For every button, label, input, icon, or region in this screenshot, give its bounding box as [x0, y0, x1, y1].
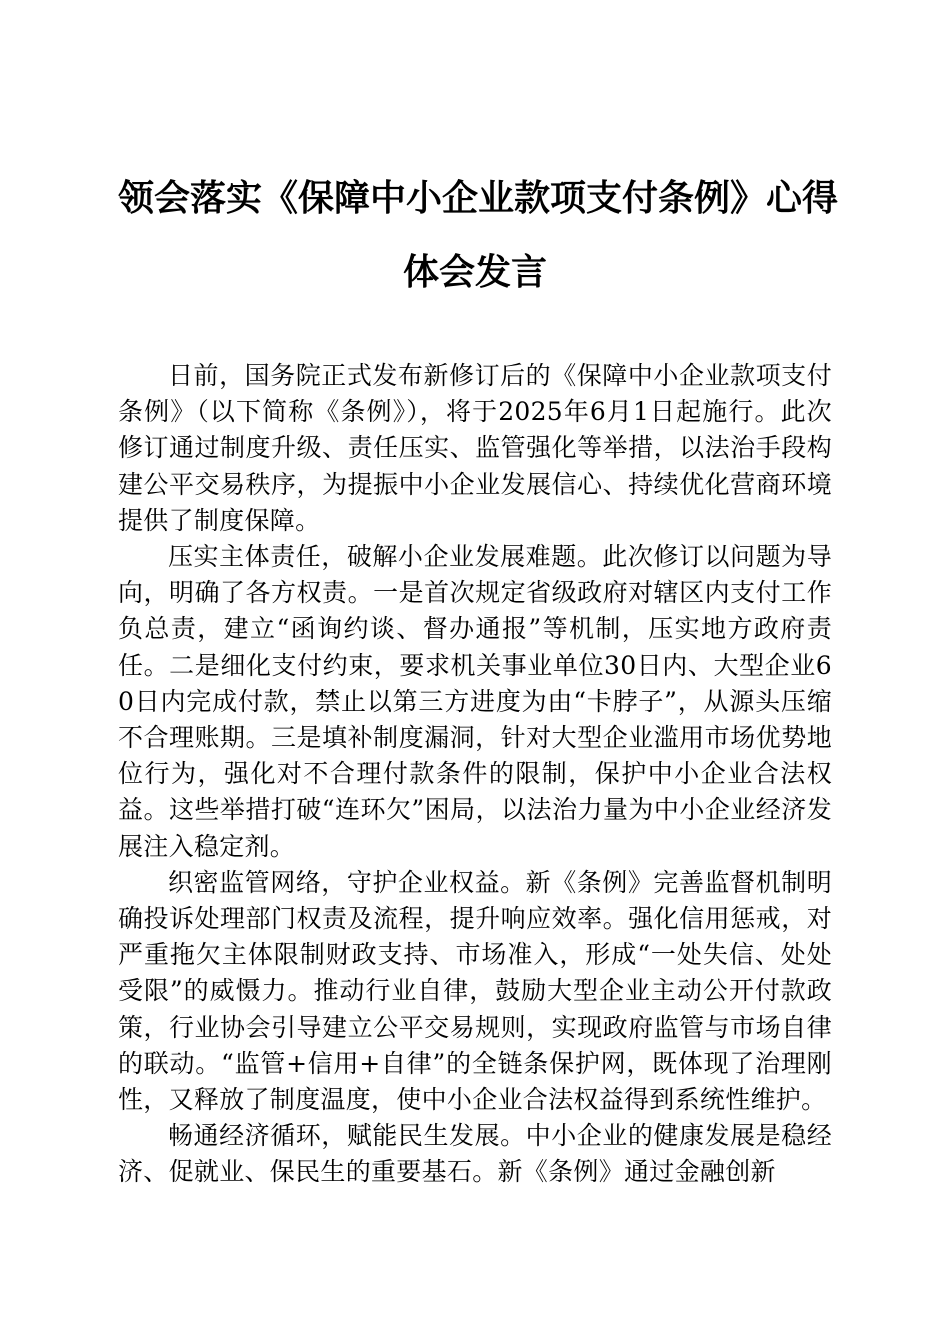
paragraph-1: 日前，国务院正式发布新修订后的《保障中小企业款项支付条例》（以下简称《条例》），将于2025年6月1日起施行。此次修订通过制度升级、责任压实、监管强化等举措，以法治手段构建公平交易秩序，为提振中小企业发展信心、持续优化营商环境提供了制度保障。 — [118, 361, 832, 535]
paragraph-2: 压实主体责任，破解小企业发展难题。此次修订以问题为导向，明确了各方权责。一是首次规定省级政府对辖区内支付工作负总责，建立“函询约谈、督办通报”等机制，压实地方政府责任。二是细化支付约束，要求机关事业单位30日内、大型企业60日内完成付款，禁止以第三方进度为由“卡脖子”，从源头压缩不合理账期。三是填补制度漏洞，针对大型企业滥用市场优势地位行为，强化对不合理付款条件的限制，保护中小企业合法权益。这些举措打破“连环欠”困局，以法治力量为中小企业经济发展注入稳定剂。 — [118, 542, 832, 861]
title-line-2: 体会发言 — [402, 252, 547, 293]
title-line-1: 领会落实《保障中小企业款项支付条例》心得 — [118, 178, 839, 219]
paragraph-3: 织密监管网络，守护企业权益。新《条例》完善监督机制明确投诉处理部门权责及流程，提升响应效率。强化信用惩戒，对严重拖欠主体限制财政支持、市场准入，形成“一处失信、处处受限”的威慑力。推动行业自律，鼓励大型企业主动公开付款政策，行业协会引导建立公平交易规则，实现政府监管与市场自律的联动。“监管+信用+自律”的全链条保护网，既体现了治理刚性，又释放了制度温度，使中小企业合法权益得到系统性维护。 — [118, 867, 832, 1115]
paragraph-4: 畅通经济循环，赋能民生发展。中小企业的健康发展是稳经济、促就业、保民生的重要基石。新《条例》通过金融创新 — [118, 1121, 832, 1187]
document-body — [118, 358, 832, 1191]
document-title — [118, 162, 839, 310]
